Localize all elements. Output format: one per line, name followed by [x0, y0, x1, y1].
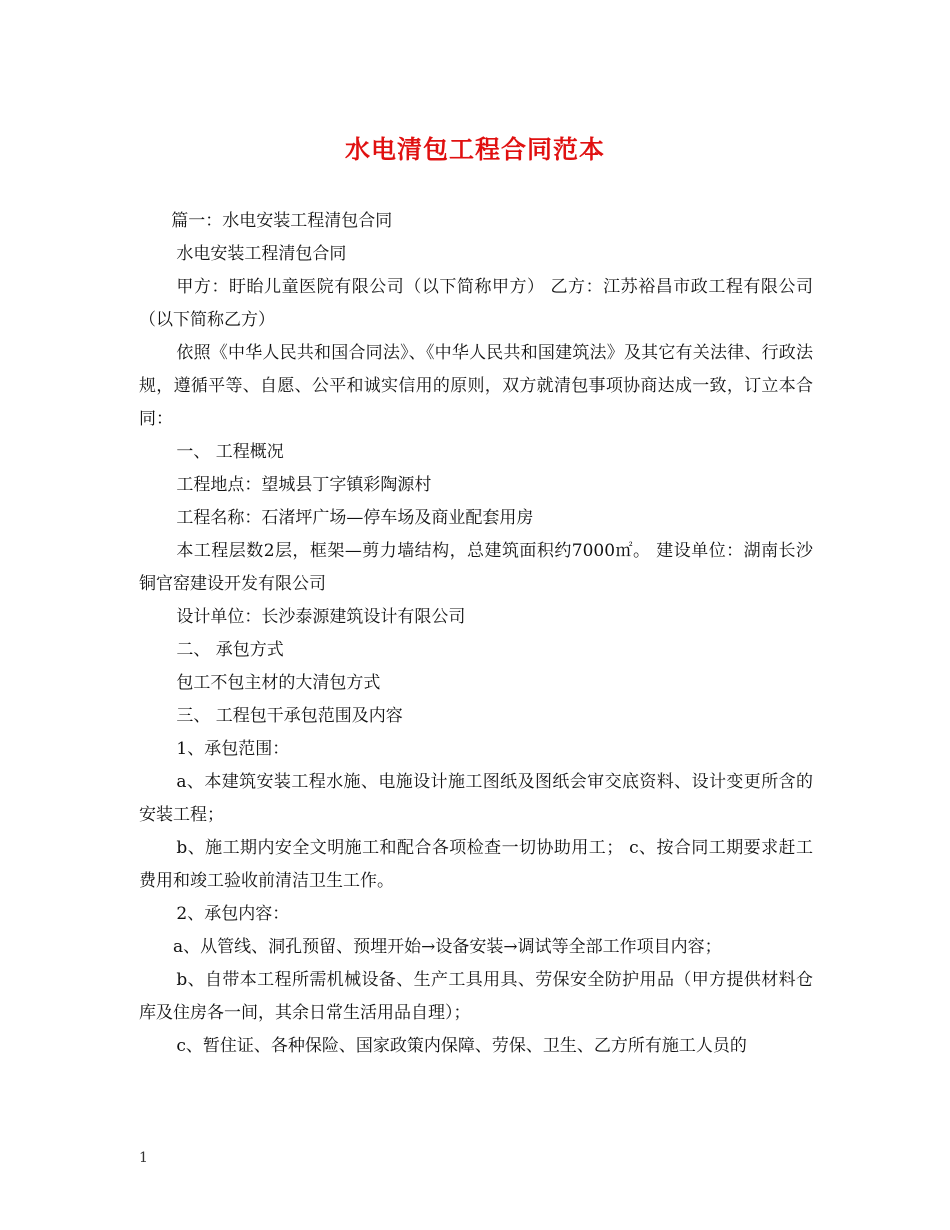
- paragraph-article-heading: 篇一：水电安装工程清包合同: [171, 211, 393, 231]
- document-title: 水电清包工程合同范本: [344, 135, 605, 164]
- paragraph-content-heading: 2、承包内容：: [176, 904, 290, 924]
- paragraph-parties: 甲方：盱眙儿童医院有限公司（以下简称甲方） 乙方：江苏裕昌市政工程有限公司（以下简称乙方）: [139, 277, 813, 330]
- paragraph-contract-title: 水电安装工程清包合同: [176, 244, 347, 264]
- page-number: 1: [139, 1150, 148, 1166]
- paragraph-project-name: 工程名称：石渚坪广场—停车场及商业配套用房: [176, 508, 534, 528]
- section-heading-contract-method: 二、 承包方式: [176, 640, 284, 660]
- paragraph-scope-a: a、本建筑安装工程水施、电施设计施工图纸及图纸会审交底资料、设计变更所含的安装工程；: [139, 772, 813, 825]
- paragraph-location: 工程地点：望城县丁字镇彩陶源村: [176, 475, 432, 495]
- section-heading-overview: 一、 工程概况: [176, 442, 284, 462]
- document-body: [139, 205, 813, 1063]
- paragraph-content-a: a、从管线、洞孔预留、预埋开始→设备安装→调试等全部工作项目内容；: [173, 937, 722, 957]
- paragraph-content-b: b、自带本工程所需机械设备、生产工具用具、劳保安全防护用品（甲方提供材料仓库及住房各一间，其余日常生活用品自理）；: [139, 970, 813, 1023]
- paragraph-design-unit: 设计单位：长沙泰源建筑设计有限公司: [176, 607, 466, 627]
- section-heading-scope: 三、 工程包干承包范围及内容: [176, 706, 403, 726]
- paragraph-scope-bc: b、施工期内安全文明施工和配合各项检查一切协助用工； c、按合同工期要求赶工费用和竣工验收前清洁卫生工作。: [139, 838, 813, 891]
- paragraph-scope-heading: 1、承包范围：: [176, 739, 290, 759]
- paragraph-basis: 依照《中华人民共和国合同法》、《中华人民共和国建筑法》及其它有关法律、行政法规，遵循平等、自愿、公平和诚实信用的原则，双方就清包事项协商达成一致，订立本合同：: [139, 343, 813, 429]
- paragraph-content-c: c、暂住证、各种保险、国家政策内保障、劳保、卫生、乙方所有施工人员的: [176, 1036, 747, 1056]
- paragraph-structure: 本工程层数2层，框架—剪力墙结构，总建筑面积约7000㎡。 建设单位：湖南长沙铜官窑建设开发有限公司: [139, 541, 813, 594]
- paragraph-contract-method: 包工不包主材的大清包方式: [176, 673, 381, 693]
